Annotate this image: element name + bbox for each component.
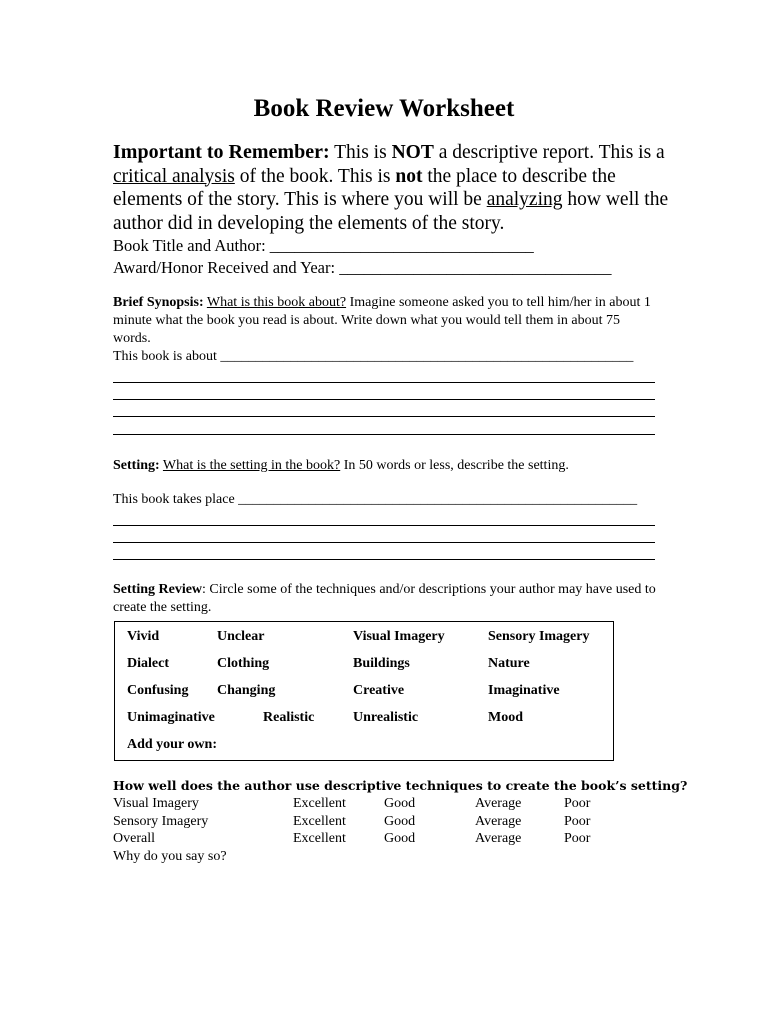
intro-analyzing: analyzing [486,189,563,210]
setting-review-label: Setting Review [113,582,203,597]
synopsis-prompt-line[interactable]: This book is about ___________________________________________________________ [113,349,634,364]
synopsis-question: What is this book about? [206,295,347,310]
technique-option[interactable]: Visual Imagery [353,629,445,644]
intro-critical-analysis: critical analysis [113,165,235,187]
setting-review-instructions [113,581,658,617]
synopsis-blank-line[interactable] [113,382,655,383]
intro-text-2: a descriptive report. This is a [433,142,665,163]
setting-blank-line[interactable] [113,559,655,560]
rating-option-poor[interactable]: Poor [564,796,591,811]
setting-prompt-line[interactable]: This book takes place _________________________________________________________ [113,492,638,507]
technique-option[interactable]: Nature [488,656,530,671]
rating-option-excellent[interactable]: Excellent [293,814,346,829]
setting-label: Setting: [113,458,160,473]
rating-option-good[interactable]: Good [384,831,416,846]
techniques-box [114,621,614,761]
technique-option[interactable]: Vivid [127,629,160,644]
technique-option[interactable]: Realistic [263,710,315,725]
rating-row-label: Overall [113,831,155,846]
synopsis-blank-line[interactable] [113,434,655,435]
technique-option[interactable]: Unrealistic [353,710,419,725]
rating-option-good[interactable]: Good [384,814,416,829]
technique-option[interactable]: Clothing [217,656,270,671]
setting-blank-line[interactable] [113,525,655,526]
rating-option-average[interactable]: Average [475,814,522,829]
technique-option[interactable]: Unclear [217,629,265,644]
synopsis-text: Imagine someone asked you to tell him/her in about 1 minute what the book you read is about. Write down what you would tell them in about 75 words. [113,295,651,346]
intro-text-1: This is [329,142,392,163]
intro-not-emphasis: NOT [391,142,434,163]
rating-option-average[interactable]: Average [475,831,522,846]
intro-text-3: of the book. This is [234,165,396,187]
technique-option[interactable]: Mood [488,710,523,725]
synopsis-blank-line[interactable] [113,399,655,400]
rating-option-average[interactable]: Average [475,796,522,811]
rating-option-excellent[interactable]: Excellent [293,796,346,811]
setting-text: In 50 words or less, describe the setting. [340,458,569,473]
synopsis-label: Brief Synopsis: [113,295,204,310]
rating-option-good[interactable]: Good [384,796,416,811]
intro-not-emphasis-2: not [395,165,423,187]
intro-text-4: the place to describe the elements of the story. This is where you will be [113,165,616,210]
intro-lead: Important to Remember: [113,141,330,163]
technique-option[interactable]: Confusing [127,683,189,698]
book-title-author-field[interactable]: Book Title and Author: ________________________________ [113,236,534,255]
technique-option[interactable]: Buildings [353,656,410,671]
technique-option[interactable]: Changing [217,683,276,698]
why-prompt: Why do you say so? [113,849,227,864]
synopsis-instructions [113,294,658,348]
rating-option-poor[interactable]: Poor [564,831,591,846]
worksheet-title: Book Review Worksheet [253,95,515,122]
award-honor-field[interactable]: Award/Honor Received and Year: _________________________________ [113,258,612,277]
technique-option[interactable]: Unimaginative [127,710,215,725]
setting-instructions [113,457,658,475]
intro-paragraph [113,141,673,235]
rating-row-label: Visual Imagery [113,796,199,811]
rating-question: How well does the author use descriptive techniques to create the book’s setting? [113,778,688,793]
rating-row-label: Sensory Imagery [113,814,209,829]
setting-blank-line[interactable] [113,542,655,543]
synopsis-blank-line[interactable] [113,416,655,417]
intro-text-5: how well the author did in developing the elements of the story. [113,189,669,234]
rating-option-poor[interactable]: Poor [564,814,591,829]
setting-review-text: : Circle some of the techniques and/or descriptions your author may have used to create the setting. [113,582,656,615]
add-your-own-label[interactable]: Add your own: [127,737,217,752]
rating-option-excellent[interactable]: Excellent [293,831,346,846]
technique-option[interactable]: Dialect [127,656,169,671]
technique-option[interactable]: Imaginative [488,683,560,698]
setting-question: What is the setting in the book? [162,458,341,473]
technique-option[interactable]: Sensory Imagery [488,629,590,644]
technique-option[interactable]: Creative [353,683,405,698]
